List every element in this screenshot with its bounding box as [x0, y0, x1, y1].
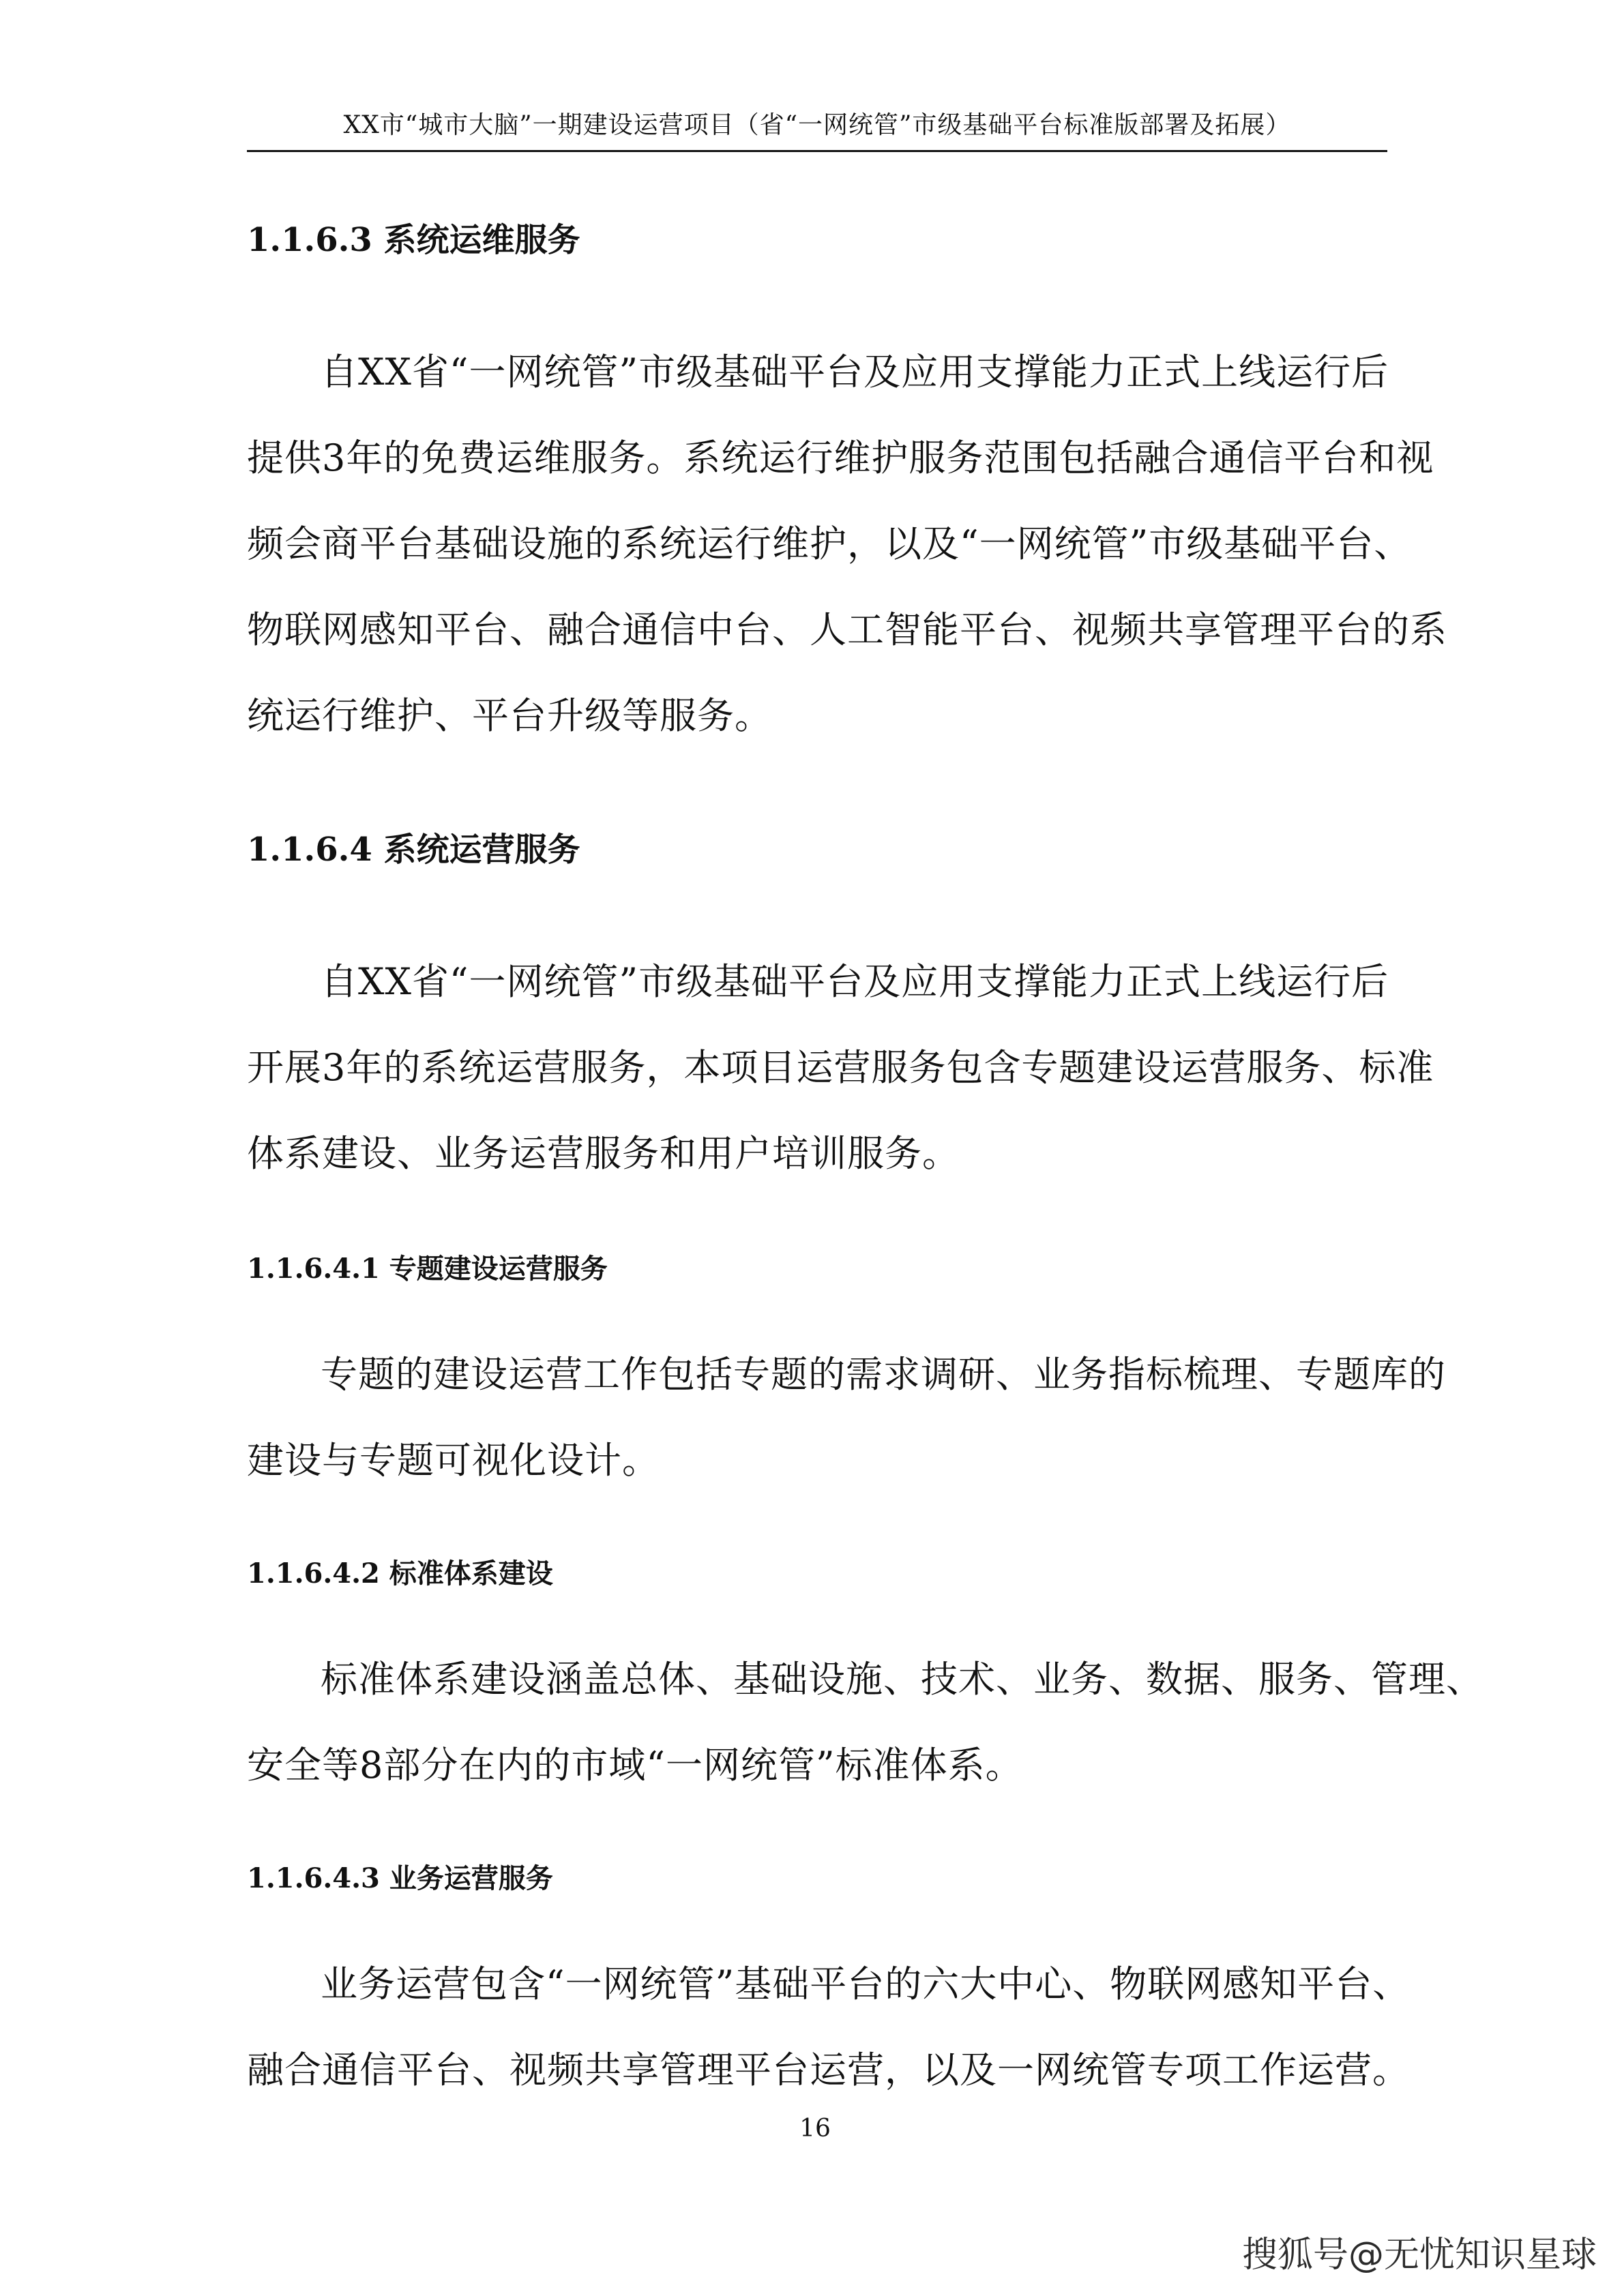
paragraph-line: 专题的建设运营工作包括专题的需求调研、业务指标梳理、专题库的 — [321, 1353, 1446, 1396]
paragraph-1-1-6-4 — [247, 939, 1434, 1197]
paragraph-1-1-6-4-2 — [247, 1637, 1483, 1808]
paragraph-line: 开展3年的系统运营服务，本项目运营服务包含专题建设运营服务、标准 — [247, 1046, 1434, 1089]
header-divider — [247, 150, 1387, 152]
paragraph-line: 自XX省“一网统管”市级基础平台及应用支撑能力正式上线运行后 — [321, 960, 1389, 1003]
page-number: 16 — [799, 2115, 831, 2143]
paragraph-line: 提供3年的免费运维服务。系统运行维护服务范围包括融合通信平台和视 — [247, 436, 1434, 479]
section-heading-1-1-6-4: 1.1.6.4 系统运营服务 — [247, 831, 580, 869]
paragraph-line: 业务运营包含“一网统管”基础平台的六大中心、物联网感知平台、 — [321, 1963, 1411, 2006]
paragraph-line: 建设与专题可视化设计。 — [247, 1439, 660, 1482]
running-header: XX市“城市大脑”一期建设运营项目（省“一网统管”市级基础平台标准版部署及拓展） — [343, 111, 1291, 139]
paragraph-1-1-6-3 — [247, 329, 1447, 759]
paragraph-line: 频会商平台基础设施的系统运行维护，以及“一网统管”市级基础平台、 — [247, 522, 1412, 565]
subsection-heading-1-1-6-4-2: 1.1.6.4.2 标准体系建设 — [247, 1557, 553, 1590]
paragraph-1-1-6-4-3 — [247, 1941, 1411, 2113]
watermark: 搜狐号@无忧知识星球 — [1241, 2235, 1597, 2276]
paragraph-line: 融合通信平台、视频共享管理平台运营，以及一网统管专项工作运营。 — [247, 2048, 1410, 2091]
paragraph-line: 标准体系建设涵盖总体、基础设施、技术、业务、数据、服务、管理、 — [321, 1658, 1483, 1701]
subsection-heading-1-1-6-4-1: 1.1.6.4.1 专题建设运营服务 — [247, 1253, 608, 1285]
section-heading-1-1-6-3: 1.1.6.3 系统运维服务 — [247, 221, 580, 259]
paragraph-1-1-6-4-1 — [247, 1332, 1446, 1504]
subsection-heading-1-1-6-4-3: 1.1.6.4.3 业务运营服务 — [247, 1862, 553, 1894]
paragraph-line: 体系建设、业务运营服务和用户培训服务。 — [247, 1132, 960, 1175]
paragraph-line: 安全等8部分在内的市域“一网统管”标准体系。 — [247, 1744, 1023, 1787]
paragraph-line: 物联网感知平台、融合通信中台、人工智能平台、视频共享管理平台的系 — [247, 608, 1447, 651]
paragraph-line: 统运行维护、平台升级等服务。 — [247, 694, 772, 737]
paragraph-line: 自XX省“一网统管”市级基础平台及应用支撑能力正式上线运行后 — [321, 351, 1389, 393]
